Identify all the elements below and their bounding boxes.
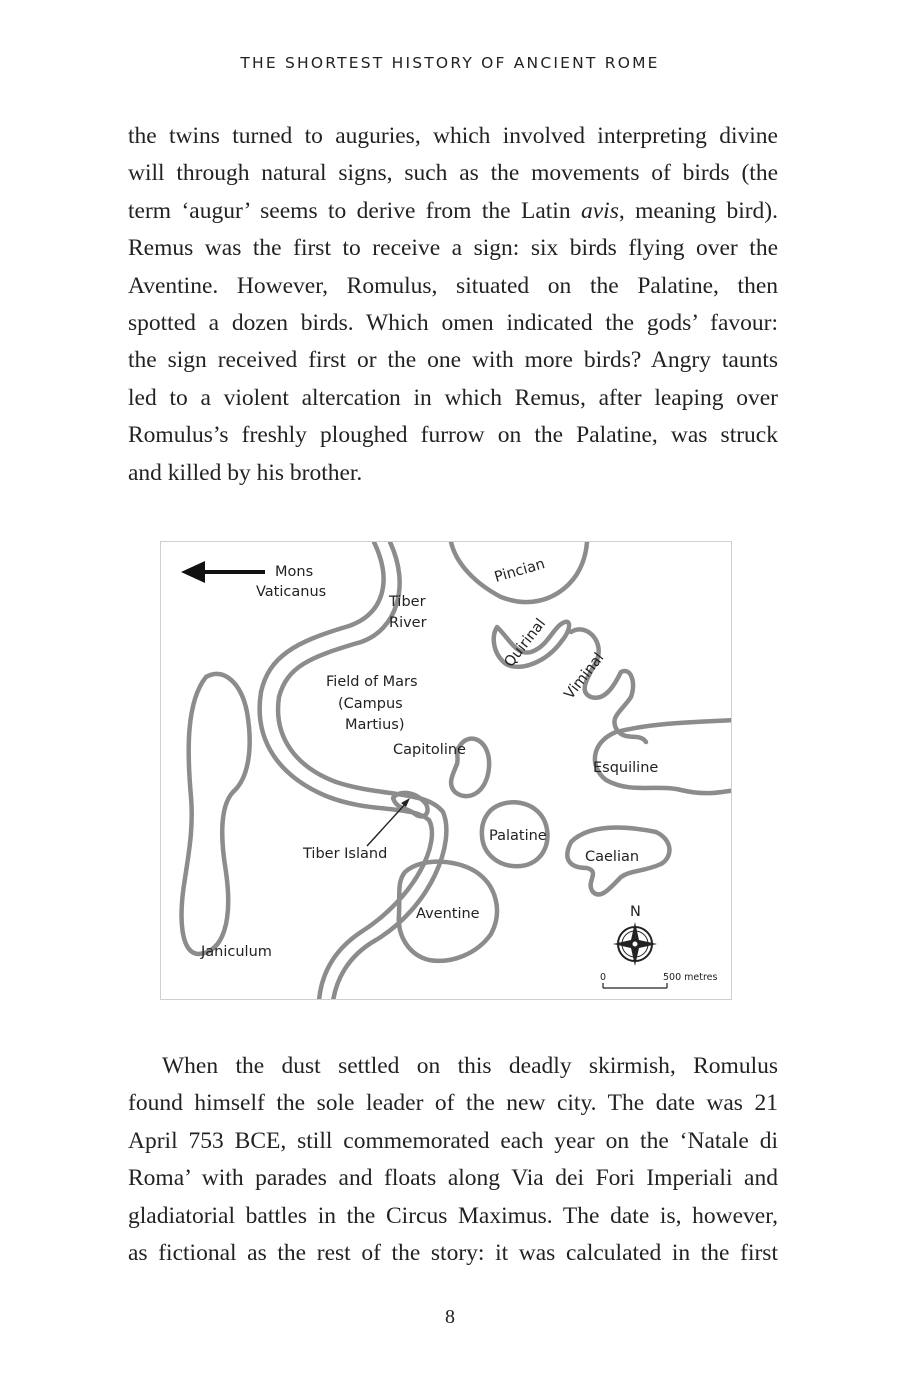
label-capitoline: Capitoline — [393, 742, 466, 758]
page-number: 8 — [445, 1306, 455, 1328]
label-campus: (Campus — [338, 696, 403, 712]
label-caelian: Caelian — [585, 849, 640, 865]
map-canvas — [161, 542, 732, 1000]
text-line: the sign received first or the one with more birds? Angry taunts — [128, 347, 778, 374]
text-line: April 753 BCE, still commemorated each year on the ‘Natale di — [128, 1127, 778, 1154]
text-line: When the dust settled on this deadly skirmish, Romulus — [162, 1053, 778, 1079]
label-esquiline: Esquiline — [593, 760, 659, 776]
text-line: spotted a dozen birds. Which omen indicated the gods’ favour: — [128, 310, 778, 337]
label-viminal: Viminal — [561, 650, 608, 703]
scale-zero-label: 0 — [600, 972, 607, 983]
label-tiber-island: Tiber Island — [303, 846, 388, 862]
label-vaticanus: Vaticanus — [256, 584, 327, 600]
map-of-rome — [160, 541, 732, 1000]
label-palatine: Palatine — [489, 828, 547, 844]
compass-north-label: N — [630, 904, 641, 920]
text-line: gladiatorial battles in the Circus Maximus. The date is, however, — [128, 1202, 778, 1229]
esquiline-hill — [595, 720, 732, 793]
scale-bar — [603, 983, 667, 988]
janiculum-hill — [182, 674, 250, 954]
label-martius: Martius) — [345, 717, 405, 733]
arrow-west-icon — [181, 561, 265, 583]
label-quirinal: Quirinal — [501, 615, 550, 671]
text-line: Remus was the first to receive a sign: six birds flying over the — [128, 235, 778, 262]
text-line-part: , meaning bird). — [618, 197, 778, 224]
compass-rose-icon — [613, 922, 657, 966]
scale-end-label: 500 metres — [663, 972, 718, 983]
paragraph-1 — [128, 118, 778, 492]
text-line — [128, 193, 778, 230]
running-head: THE SHORTEST HISTORY OF ANCIENT ROME — [240, 54, 660, 72]
text-line: Roma’ with parades and floats along Via dei Fori Imperiali and — [128, 1165, 778, 1192]
label-pincian: Pincian — [492, 556, 547, 586]
text-line: Aventine. However, Romulus, situated on the Palatine, then — [128, 272, 778, 299]
label-aventine: Aventine — [416, 906, 480, 922]
text-line: and killed by his brother. — [128, 459, 363, 486]
text-line: led to a violent altercation in which Remus, after leaping over — [128, 384, 778, 411]
text-line: will through natural signs, such as the movements of birds (the — [128, 160, 778, 187]
label-tiber: Tiber — [389, 594, 426, 610]
latin-word: avis — [580, 197, 619, 224]
label-field-of-mars: Field of Mars — [326, 674, 418, 690]
paragraph-2 — [128, 1048, 778, 1272]
text-line: the twins turned to auguries, which involved interpreting divine — [128, 123, 778, 149]
text-line: as fictional as the rest of the story: it was calculated in the first — [128, 1240, 778, 1267]
tiber-river-west-bank — [260, 542, 432, 1000]
label-janiculum: Janiculum — [201, 944, 272, 960]
label-river: River — [389, 615, 427, 631]
text-line-part: term ‘augur’ seems to derive from the Latin — [128, 197, 581, 224]
label-mons: Mons — [275, 564, 314, 580]
text-line: Romulus’s freshly ploughed furrow on the Palatine, was struck — [128, 422, 778, 449]
text-line: found himself the sole leader of the new city. The date was 21 — [128, 1090, 778, 1117]
